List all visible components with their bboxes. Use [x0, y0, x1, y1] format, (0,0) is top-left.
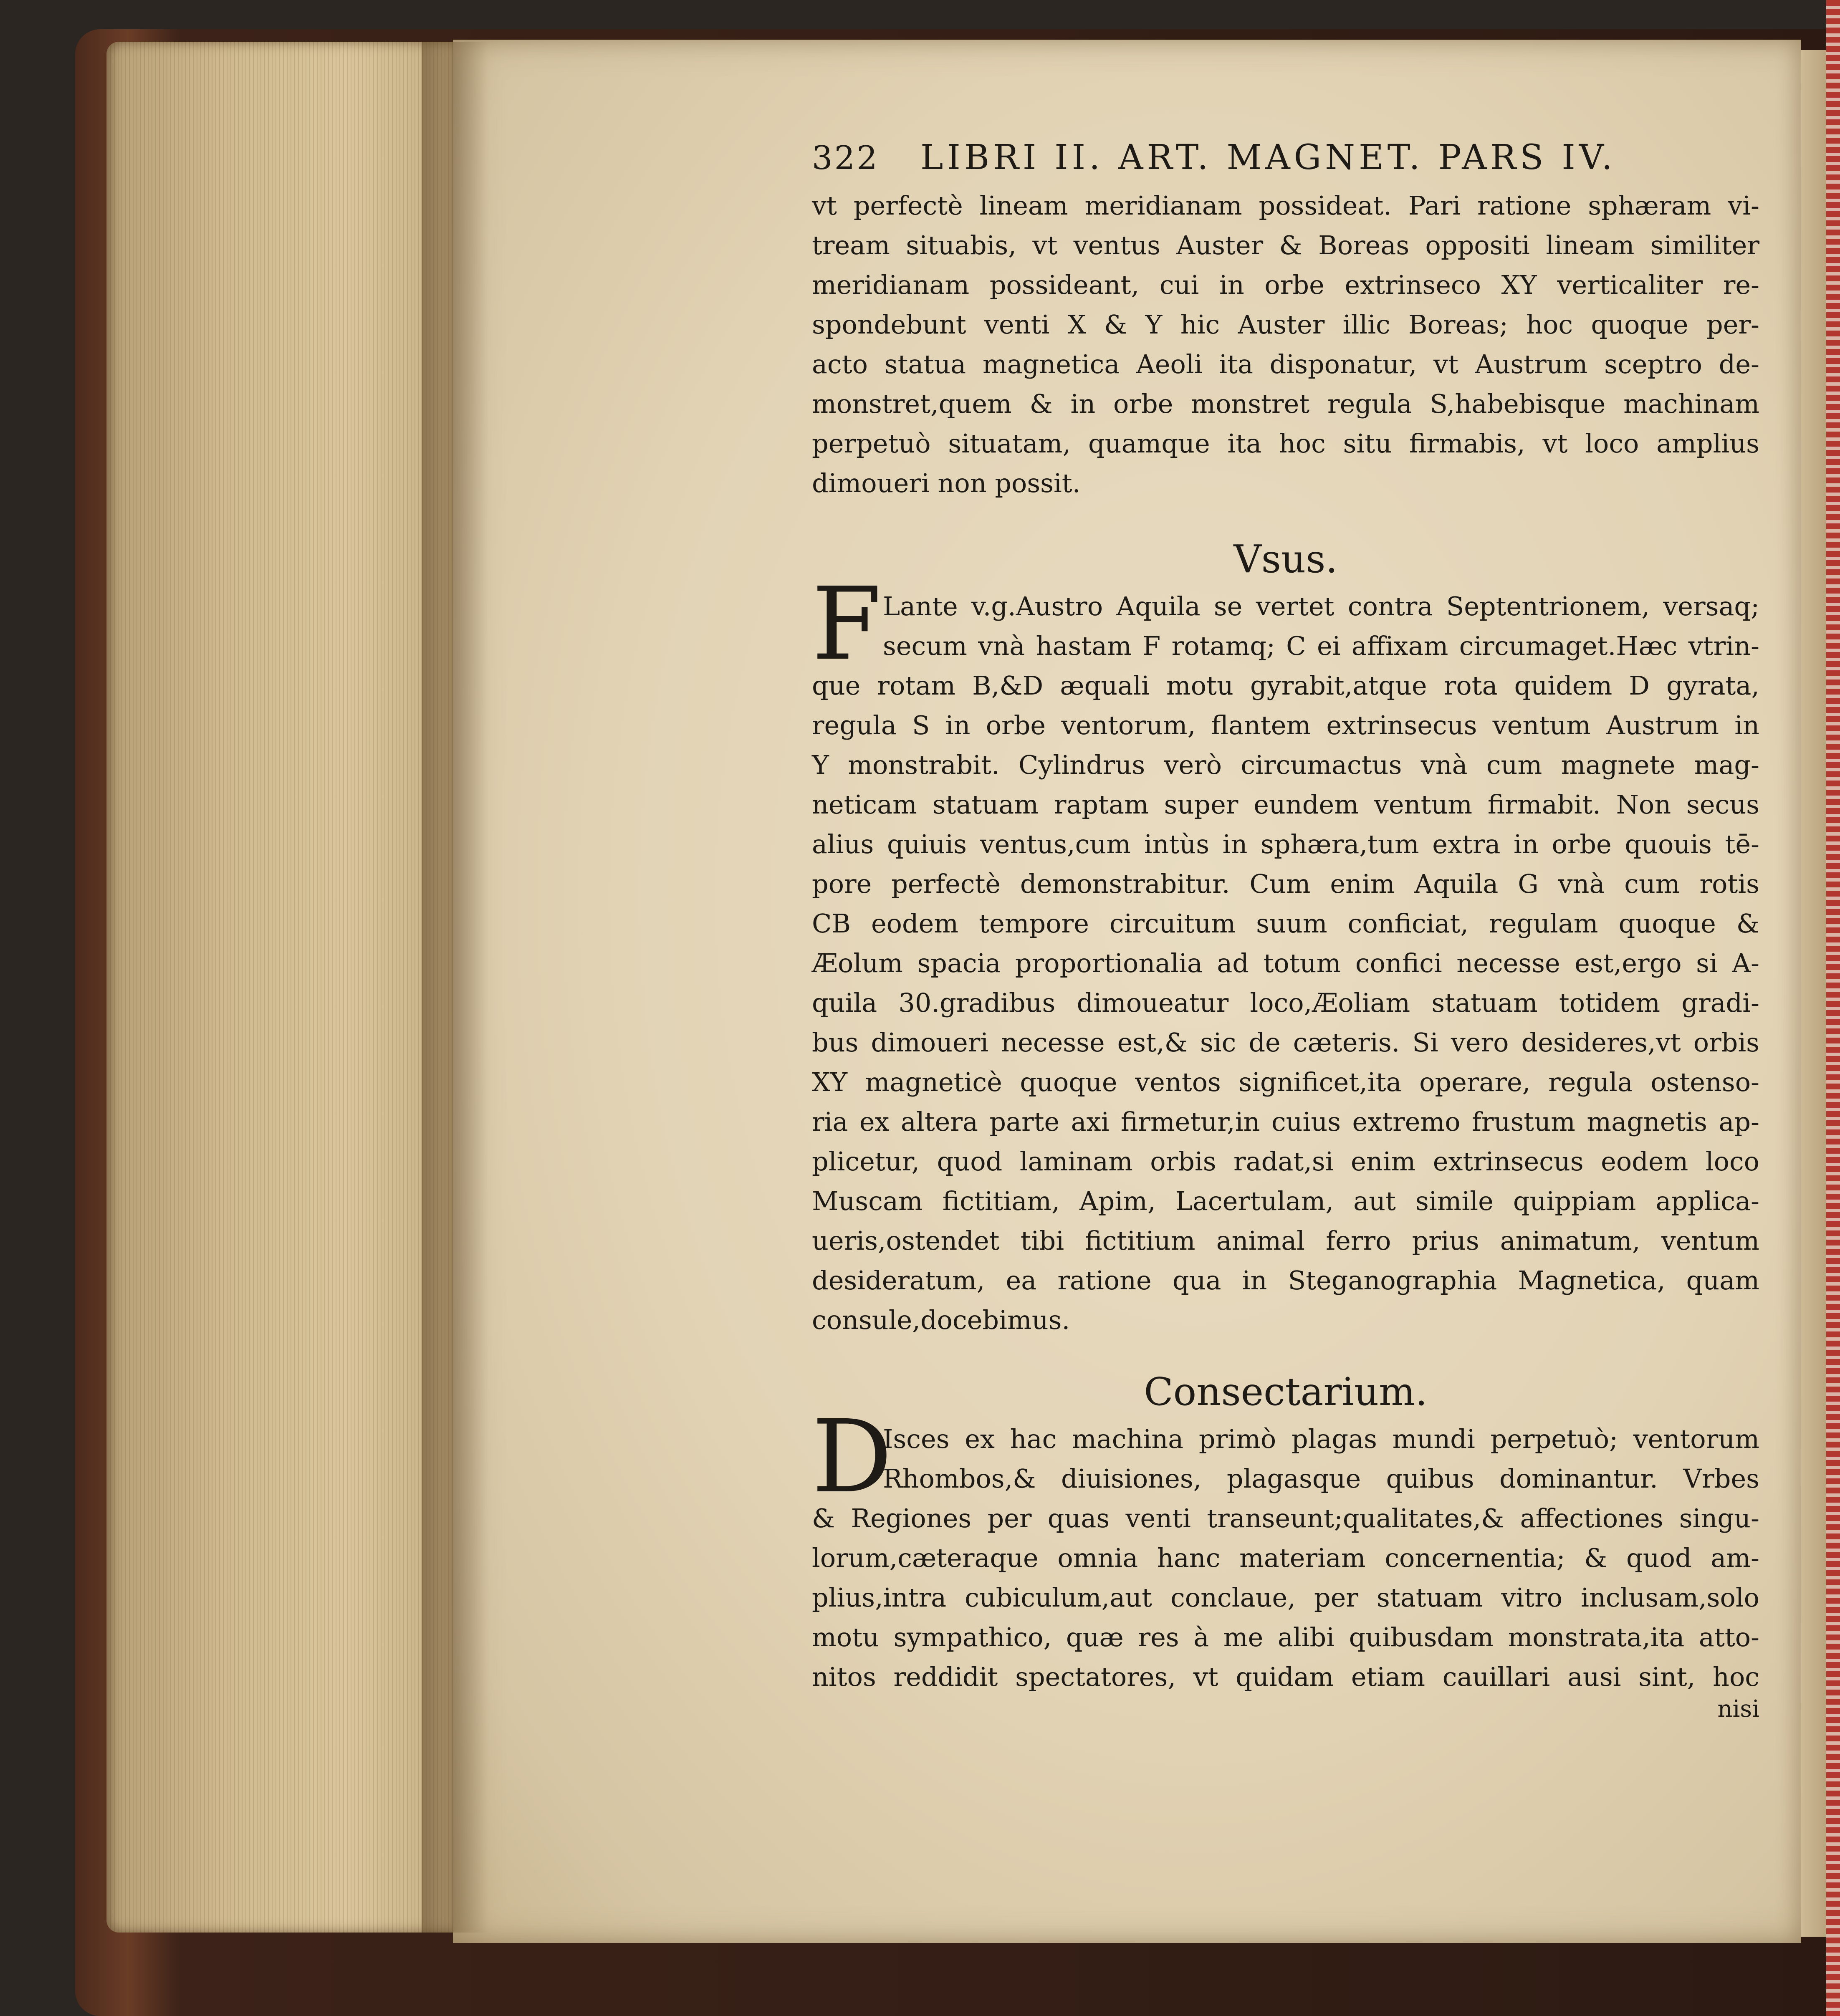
page-edges	[106, 42, 453, 1933]
next-leaf-edge	[1801, 50, 1826, 1937]
text-line: nitos reddidit spectatores, vt quidam etiam cauillari ausi sint, hoc	[812, 1662, 1759, 1692]
consectarium-paragraph	[812, 1398, 1759, 1723]
text-line: plicetur, quod laminam orbis radat,si enim extrinsecus eodem loco	[812, 1146, 1759, 1177]
drop-cap-d: D	[812, 1398, 892, 1515]
text-line: tream situabis, vt ventus Auster & Boreas oppositi lineam similiter	[812, 230, 1759, 260]
text-line: lorum,cæteraque omnia hanc materiam concernentia; & quod am-	[812, 1543, 1759, 1573]
text-line: alius quiuis ventus,cum intùs in sphæra,tum extra in orbe quouis tē-	[812, 829, 1759, 859]
page-number: 322	[812, 139, 879, 177]
opening-paragraph	[812, 186, 1759, 503]
text-line: regula S in orbe ventorum, flantem extrinsecus ventum Austrum in	[812, 710, 1759, 740]
text-line: desideratum, ea ratione qua in Steganographia Magnetica, quam	[812, 1265, 1759, 1296]
text-line: Y monstrabit. Cylindrus verò circumactus vnà cum magnete mag-	[812, 750, 1759, 780]
text-line: quila 30.gradibus dimoueatur loco,Æoliam statuam totidem gradi-	[812, 988, 1759, 1018]
running-title: LIBRI II. ART. MAGNET. PARS IV.	[920, 138, 1616, 177]
text-line: acto statua magnetica Aeoli ita disponatur, vt Austrum sceptro de-	[812, 349, 1759, 379]
gutter-shadow	[422, 42, 488, 1933]
text-line: consule,docebimus.	[812, 1305, 1070, 1335]
usus-paragraph	[812, 566, 1759, 1340]
red-page-edge	[1826, 0, 1840, 2016]
text-line: meridianam possideant, cui in orbe extrinseco XY verticaliter re-	[812, 270, 1759, 300]
text-line: Isces ex hac machina primò plagas mundi perpetuò; ventorum	[883, 1424, 1759, 1454]
section-heading-consectarium: Consectarium.	[1144, 1369, 1428, 1414]
text-line: bus dimoueri necesse est,& sic de cæteris. Si vero desideres,vt orbis	[812, 1027, 1759, 1058]
text-line: ria ex altera parte axi firmetur,in cuius extremo frustum magnetis ap-	[812, 1107, 1759, 1137]
text-line: & Regiones per quas venti transeunt;qualitates,& affectiones singu-	[812, 1503, 1759, 1533]
text-line: Lante v.g.Austro Aquila se vertet contra Septentrionem, versaq;	[883, 591, 1759, 621]
running-head	[812, 138, 1759, 186]
text-line: secum vnà hastam F rotamq; C ei affixam circumaget.Hæc vtrin-	[883, 631, 1759, 661]
page-text	[812, 138, 1759, 1723]
text-line: dimoueri non possit.	[812, 468, 1081, 498]
text-line: que rotam B,&D æquali motu gyrabit,atque rota quidem D gyrata,	[812, 670, 1759, 701]
text-line: pore perfectè demonstrabitur. Cum enim Aquila G vnà cum rotis	[812, 869, 1759, 899]
text-line: spondebunt venti X & Y hic Auster illic Boreas; hoc quoque per-	[812, 309, 1759, 340]
section-heading-usus: Vsus.	[1233, 537, 1338, 581]
text-line: monstret,quem & in orbe monstret regula S,habebisque machinam	[812, 389, 1759, 419]
text-line: Rhombos,& diuisiones, plagasque quibus dominantur. Vrbes	[883, 1463, 1759, 1494]
text-line: XY magneticè quoque ventos significet,ita operare, regula ostenso-	[812, 1067, 1759, 1097]
text-line: ueris,ostendet tibi fictitium animal ferro prius animatum, ventum	[812, 1225, 1759, 1256]
drop-cap-f: F	[812, 566, 882, 682]
text-line: Æolum spacia proportionalia ad totum confici necesse est,ergo si A-	[812, 948, 1759, 978]
text-line: vt perfectè lineam meridianam possideat. Pari ratione sphæram vi-	[812, 190, 1759, 221]
text-line: perpetuò situatam, quamque ita hoc situ firmabis, vt loco amplius	[812, 428, 1759, 459]
text-line: motu sympathico, quæ res à me alibi quibusdam monstrata,ita atto-	[812, 1622, 1759, 1652]
text-line: plius,intra cubiculum,aut conclaue, per statuam vitro inclusam,solo	[812, 1582, 1759, 1613]
catchword: nisi	[1717, 1695, 1759, 1723]
text-line: CB eodem tempore circuitum suum conficiat, regulam quoque &	[812, 908, 1759, 939]
text-line: neticam statuam raptam super eundem ventum firmabit. Non secus	[812, 789, 1759, 820]
text-line: Muscam fictitiam, Apim, Lacertulam, aut simile quippiam applica-	[812, 1186, 1759, 1216]
